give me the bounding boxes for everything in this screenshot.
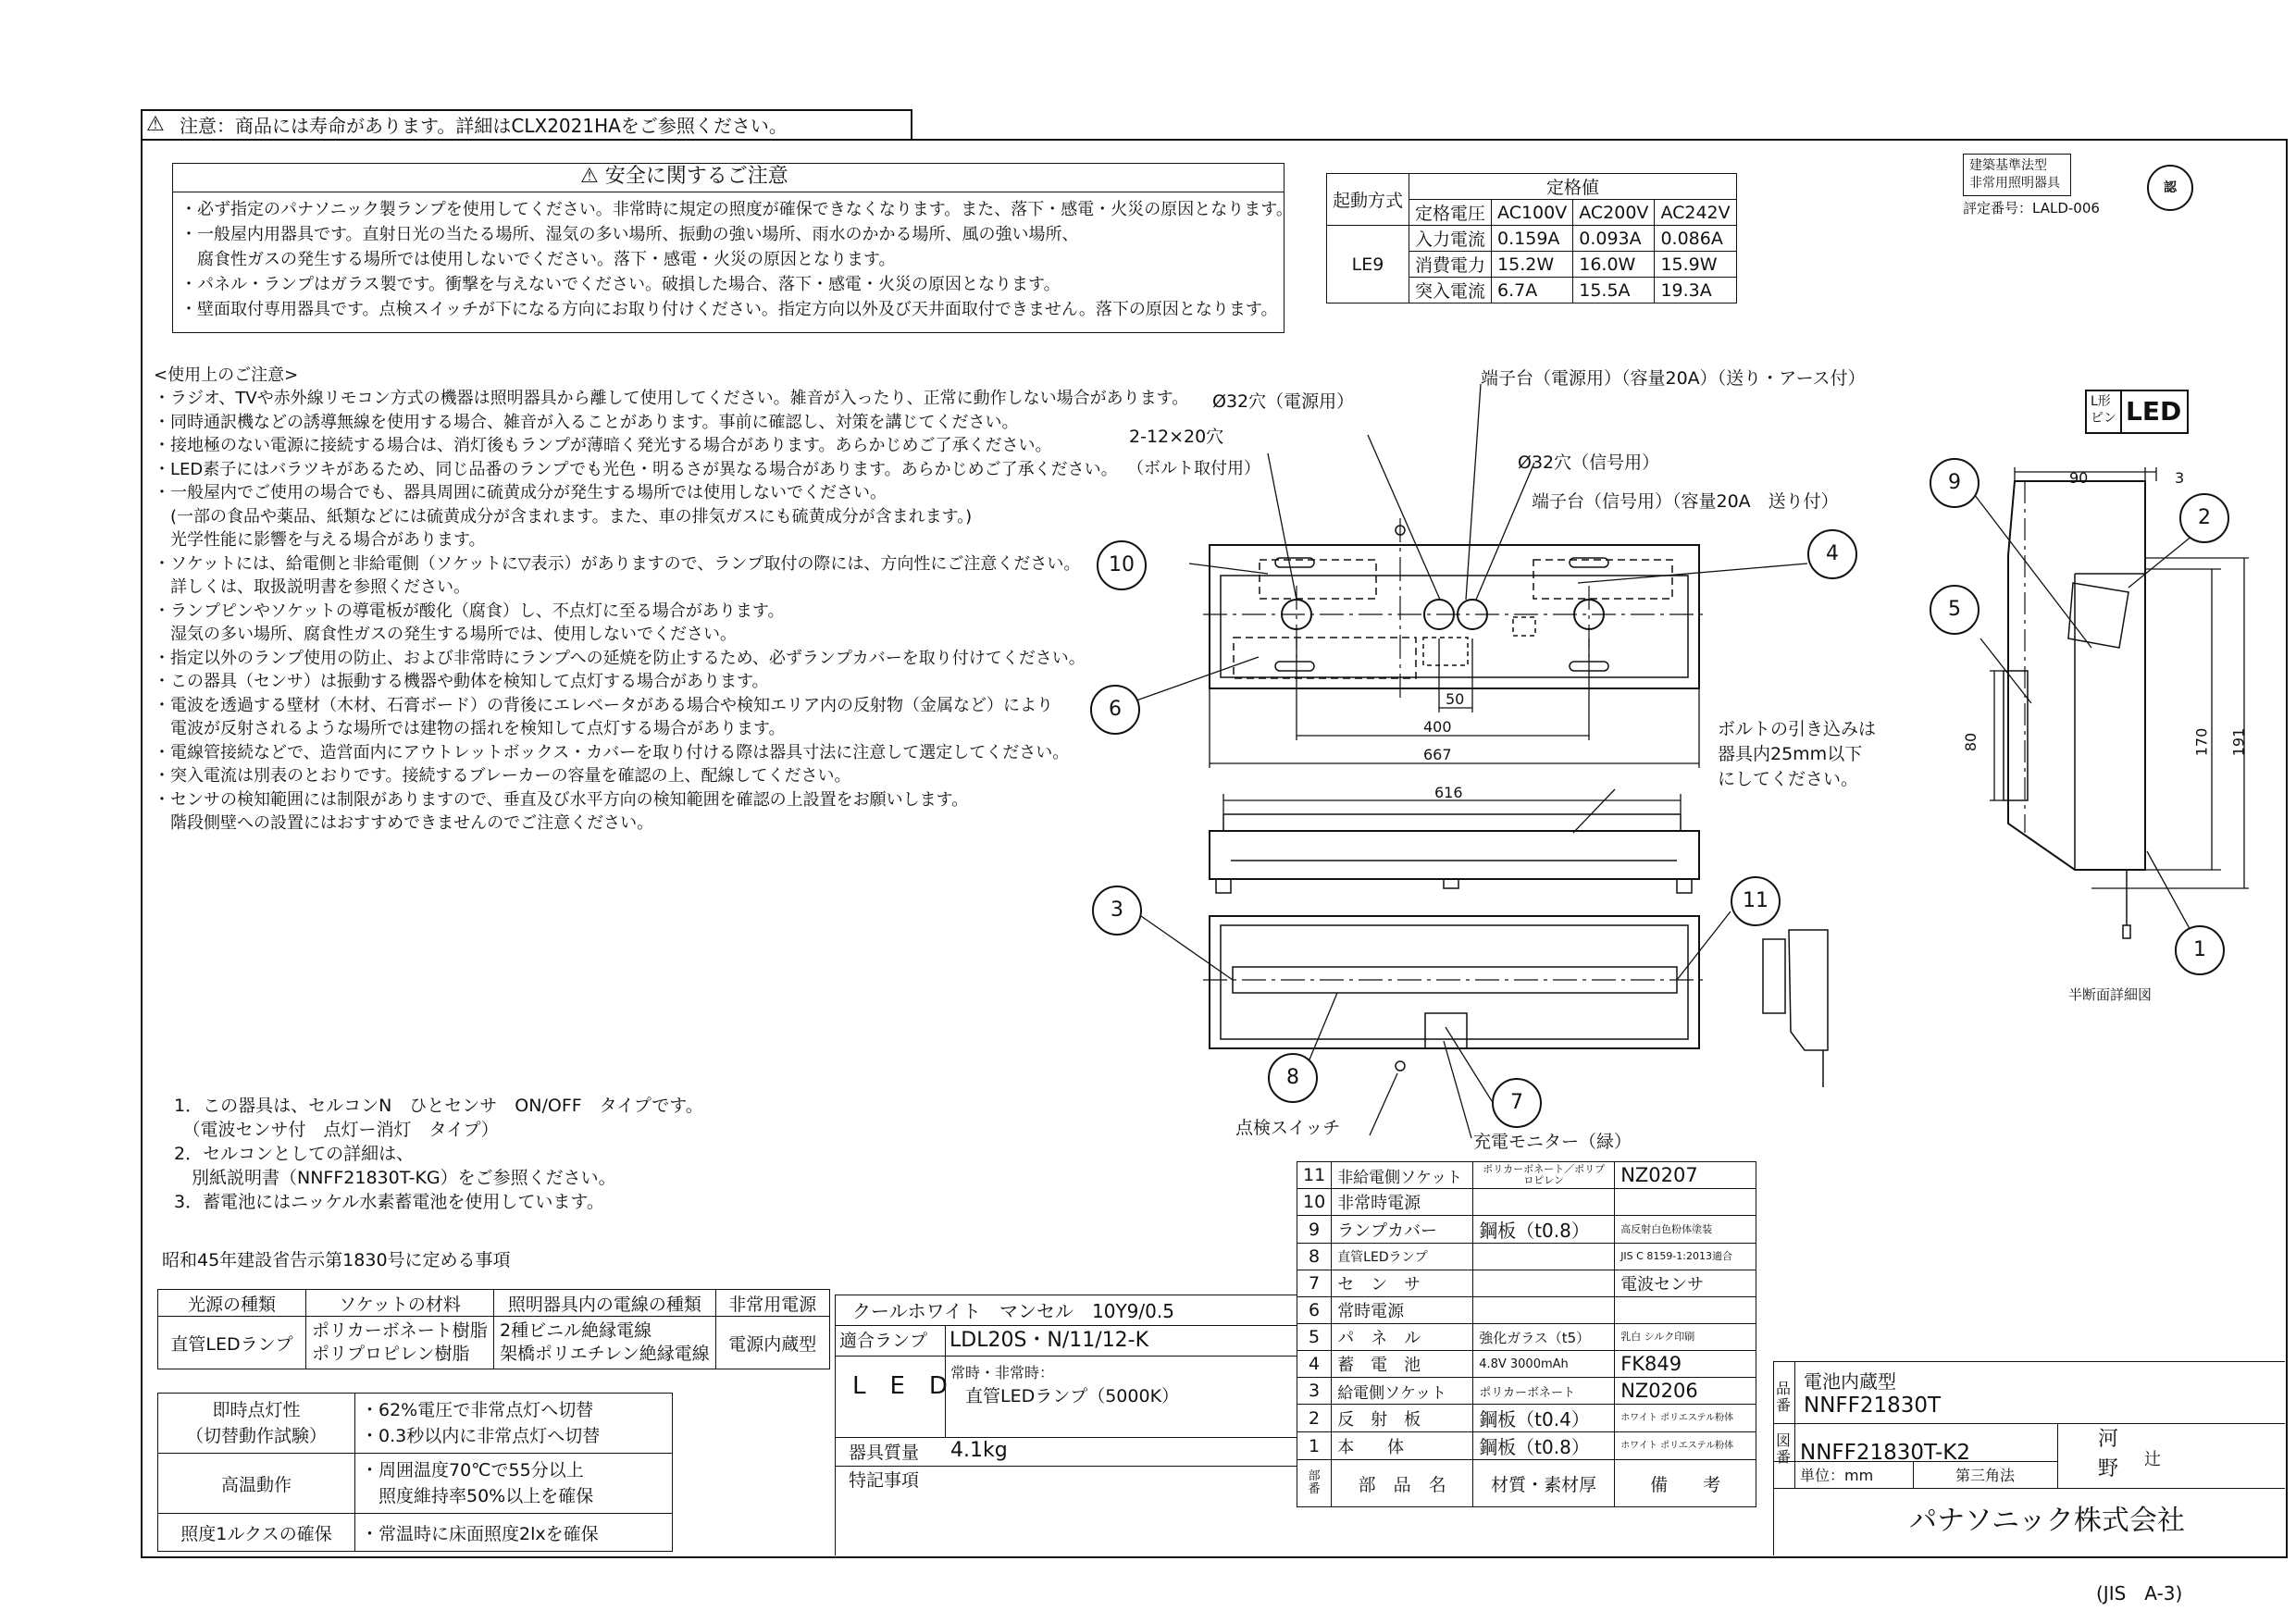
- spec-table: [157, 1289, 830, 1369]
- dim-90: 90: [2069, 469, 2089, 487]
- hole-power-label: Ø32穴（電源用）: [1212, 391, 1355, 412]
- usage-item: ・一般屋内でご使用の場合でも、器具周囲に硫黄成分が発生する場所では使用しないでください。: [154, 483, 887, 502]
- part-name: ランプカバー: [1332, 1216, 1473, 1244]
- warning-icon: ⚠: [146, 113, 165, 136]
- usage-item: ・この器具（センサ）は振動する機器や動体を検知して点灯する場合があります。: [154, 672, 769, 691]
- balloon-3: 3: [1092, 886, 1142, 935]
- part-note: 高反射白色粉体塗装: [1615, 1216, 1756, 1244]
- rating-table: [1326, 173, 1737, 304]
- top-warning-box: [141, 109, 912, 141]
- test-label: 高温動作: [158, 1454, 355, 1514]
- start-method-label: 起動方式: [1327, 174, 1409, 226]
- usage-item: ・LED素子にはバラツキがあるため、同じ品番のランプでも光色・明るさが異なる場合があります。あらかじめご了承ください。: [154, 459, 1118, 479]
- usage-item: 湿気の多い場所、腐食性ガスの発生する場所では、使用しないでください。: [154, 625, 737, 644]
- parts-header-row: [1297, 1460, 1756, 1507]
- terminal-signal-label: 端子台（信号用）（容量20A 送り付）: [1532, 491, 1839, 512]
- drawing-number: NNFF21830T-K2: [1800, 1441, 1970, 1465]
- part-name: パ ネ ル: [1332, 1324, 1473, 1351]
- usage-item: ・ランプピンやソケットの導電板が酸化（腐食）し、不点灯に至る場合があります。: [154, 601, 785, 621]
- product-type: 電池内蔵型: [1804, 1370, 1896, 1393]
- bolt-note-3: にしてください。: [1718, 769, 1859, 789]
- parts-row: [1297, 1270, 1756, 1297]
- part-note: [1615, 1297, 1756, 1324]
- rating-row-label: 定格電圧: [1409, 200, 1492, 226]
- safety-title-text: 安全に関するご注意: [604, 165, 788, 188]
- hinban-label: 品番: [1776, 1380, 1792, 1414]
- dim-400: 400: [1423, 718, 1452, 736]
- half-section-label: 半断面詳細図: [2068, 986, 2153, 1003]
- part-note: [1615, 1189, 1756, 1216]
- rating-row-label: 入力電流: [1409, 226, 1492, 252]
- rating-cell: 19.3A: [1655, 278, 1736, 304]
- spec-header: 光源の種類: [158, 1290, 306, 1317]
- dim-170: 170: [2192, 727, 2211, 757]
- cert-line2: 非常用照明器具: [1969, 176, 2060, 191]
- safety-item: ・パネル・ランプはガラス製です。衝撃を与えないでください。破損した場合、落下・感電・火災の原因となります。: [180, 275, 1061, 294]
- spec-header: ソケットの材料: [306, 1290, 494, 1317]
- title-block: [1773, 1361, 2285, 1555]
- test-value: ・常温時に床面照度2lxを確保: [355, 1514, 673, 1552]
- usage-item: ・電波を透過する壁材（木材、石膏ボード）の背後にエレベータがある場合や検知エリア内の反射物（金属など）により: [154, 695, 1053, 715]
- part-name: 蓄 電 池: [1332, 1351, 1473, 1378]
- note-item: 3．蓄電池にはニッケル水素蓄電池を使用しています。: [174, 1192, 604, 1212]
- part-no: 1: [1297, 1432, 1332, 1460]
- usage-item: 電波が反射されるような場所では建物の揺れを検知して点灯する場合があります。: [154, 719, 786, 738]
- wire-type-2: 架橋ポリエチレン絶縁電線: [500, 1344, 710, 1364]
- parts-row: [1297, 1324, 1756, 1351]
- socket-material-2: ポリプロピレン樹脂: [312, 1344, 470, 1364]
- parts-row: [1297, 1244, 1756, 1270]
- rating-cell: AC200V: [1573, 200, 1655, 226]
- part-material: [1473, 1297, 1615, 1324]
- dim-80: 80: [1962, 732, 1980, 752]
- test-value-1: ・周囲温度70℃で55分以上: [361, 1460, 584, 1481]
- part-material: [1473, 1270, 1615, 1297]
- part-material: 鋼板（t0.8）: [1473, 1216, 1615, 1244]
- usage-item: ・突入電流は別表のとおりです。接続するブレーカーの容量を確認の上、配線してください。: [154, 766, 851, 786]
- lamp-label: 適合ランプ: [839, 1331, 928, 1351]
- balloon-5: 5: [1930, 585, 1980, 635]
- part-note: JIS C 8159-1:2013適合: [1615, 1244, 1756, 1270]
- rating-group-label: 定格値: [1409, 174, 1737, 200]
- usage-item: ・電線管接続などで、造営面内にアウトレットボックス・カバーを取り付ける際は器具寸法に注意して選定してください。: [154, 742, 1070, 762]
- part-no: 10: [1297, 1189, 1332, 1216]
- cert-line1: 建築基準法型: [1969, 158, 2047, 173]
- wire-type-cell: [494, 1317, 716, 1369]
- part-name: 反 射 板: [1332, 1405, 1473, 1432]
- part-note: NZ0207: [1615, 1162, 1756, 1189]
- usage-item: 光学性能に影響を与える場合があります。: [154, 530, 486, 550]
- socket-material-1: ポリカーボネート樹脂: [312, 1320, 488, 1341]
- dim-50: 50: [1446, 690, 1465, 708]
- part-name: 直管LEDランプ: [1332, 1244, 1473, 1270]
- part-no: 4: [1297, 1351, 1332, 1378]
- part-name: 非常時電源: [1332, 1189, 1473, 1216]
- part-material: [1473, 1244, 1615, 1270]
- part-material: 鋼板（t0.8）: [1473, 1432, 1615, 1460]
- note-item: 別紙説明書（NNFF21830T-KG）をご参照ください。: [174, 1168, 616, 1188]
- light-source-cell: 直管LEDランプ: [158, 1317, 306, 1369]
- balloon-11: 11: [1731, 876, 1781, 926]
- test-value-2: ・0.3秒以内に非常点灯へ切替: [361, 1426, 601, 1446]
- test-value: [355, 1454, 673, 1514]
- rating-cell: 0.086A: [1655, 226, 1736, 252]
- part-no: 5: [1297, 1324, 1332, 1351]
- part-no: 11: [1297, 1162, 1332, 1189]
- led-desc-1: 常時・非常時：: [950, 1364, 1055, 1381]
- slot-label: 2-12×20穴: [1129, 427, 1224, 447]
- sign-3: 辻: [2144, 1450, 2161, 1469]
- sign-1: 河: [2098, 1428, 2119, 1451]
- hole-signal-label: Ø32穴（信号用）: [1518, 452, 1660, 473]
- part-note: NZ0206: [1615, 1378, 1756, 1405]
- rating-cell: 15.9W: [1655, 252, 1736, 278]
- rating-cell: AC100V: [1492, 200, 1573, 226]
- part-material: [1473, 1189, 1615, 1216]
- led-badge-prefix2: ピン: [2091, 411, 2116, 426]
- rating-cell: 0.093A: [1573, 226, 1655, 252]
- cert-seal-icon: 認: [2147, 165, 2193, 211]
- special-label: 特記事項: [849, 1470, 920, 1491]
- rating-cell: 15.5A: [1573, 278, 1655, 304]
- safety-item: ・一般屋内用器具です。直射日光の当たる場所、湿気の多い場所、振動の強い場所、雨水のかかる場所、風の強い場所、: [180, 225, 1079, 244]
- part-note: 乳白 シルク印刷: [1615, 1324, 1756, 1351]
- part-no: 8: [1297, 1244, 1332, 1270]
- spec-header: 照明器具内の電線の種類: [494, 1290, 716, 1317]
- parts-row: [1297, 1351, 1756, 1378]
- parts-row: [1297, 1405, 1756, 1432]
- color-spec: クールホワイト マンセル 10Y9/0.5: [852, 1300, 1174, 1322]
- dim-3: 3: [2175, 469, 2185, 487]
- led-label: L E D: [852, 1372, 948, 1400]
- wire-type-1: 2種ビニル絶縁電線: [500, 1320, 652, 1341]
- usage-list: [154, 387, 1188, 836]
- part-material: ポリカーボネート: [1473, 1378, 1615, 1405]
- balloon-7: 7: [1492, 1078, 1542, 1128]
- part-name: 非給電側ソケット: [1332, 1162, 1473, 1189]
- part-note: FK849: [1615, 1351, 1756, 1378]
- part-name: セ ン サ: [1332, 1270, 1473, 1297]
- test-table: [157, 1393, 673, 1552]
- charge-monitor-label: 充電モニター（緑）: [1473, 1132, 1632, 1152]
- cert-number: 評定番号：LALD-006: [1963, 200, 2100, 217]
- test-value-1: ・62%電圧で非常点灯へ切替: [361, 1400, 594, 1420]
- parts-row: [1297, 1432, 1756, 1460]
- zuban-label: 図番: [1776, 1431, 1792, 1466]
- led-badge-text: LED: [2126, 396, 2182, 427]
- part-no: 6: [1297, 1297, 1332, 1324]
- balloon-8: 8: [1268, 1053, 1318, 1103]
- test-value: [355, 1394, 673, 1454]
- test-label: [158, 1394, 355, 1454]
- usage-item: 詳しくは、取扱説明書を参照ください。: [154, 577, 470, 597]
- parts-header-name: 部 品 名: [1332, 1460, 1473, 1507]
- part-no: 3: [1297, 1378, 1332, 1405]
- check-switch-label: 点検スイッチ: [1235, 1118, 1341, 1138]
- part-material: 4.8V 3000mAh: [1473, 1351, 1615, 1378]
- spec-header: 非常用電源: [715, 1290, 829, 1317]
- parts-header-no: 部番: [1297, 1460, 1332, 1507]
- balloon-2: 2: [2179, 493, 2229, 543]
- usage-item: (一部の食品や薬品、紙類などには硫黄成分が含まれます。また、車の排気ガスにも硫黄成分が含まれます。): [154, 506, 973, 527]
- top-warning-text: 注意：商品には寿命があります。詳細はCLX2021HAをご参照ください。: [180, 115, 788, 137]
- safety-item: ・必ず指定のパナソニック製ランプを使用してください。非常時に規定の照度が確保できなくなります。また、落下・感電・火災の原因となります。: [180, 200, 1293, 219]
- parts-header-material: 材質・素材厚: [1473, 1460, 1615, 1507]
- parts-row: [1297, 1297, 1756, 1324]
- balloon-10: 10: [1097, 540, 1147, 590]
- rating-cell: 6.7A: [1492, 278, 1573, 304]
- note-item: 1．この器具は、セルコンN ひとセンサ ON/OFF タイプです。: [174, 1096, 703, 1116]
- part-no: 9: [1297, 1216, 1332, 1244]
- parts-table: [1297, 1161, 1756, 1507]
- part-no: 7: [1297, 1270, 1332, 1297]
- part-material: ポリカーボネート／ポリプロピレン: [1473, 1162, 1615, 1189]
- unit-label: 単位：mm: [1800, 1467, 1874, 1484]
- regulation-text: 昭和45年建設省告示第1830号に定める事項: [162, 1250, 511, 1270]
- usage-item: ・ラジオ、TVや赤外線リモコン方式の機器は照明器具から離して使用してください。雑音が入ったり、正常に動作しない場合があります。: [154, 389, 1189, 408]
- mass-value: 4.1kg: [950, 1439, 1008, 1462]
- part-no: 2: [1297, 1405, 1332, 1432]
- part-note: 電波センサ: [1615, 1270, 1756, 1297]
- jis-size: (JIS A-3): [2096, 1582, 2183, 1604]
- product-number: NNFF21830T: [1804, 1394, 1942, 1418]
- emergency-power-cell: 電源内蔵型: [715, 1317, 829, 1369]
- rating-cell: 15.2W: [1492, 252, 1573, 278]
- note-item: 2．セルコンとしての詳細は、: [174, 1144, 415, 1164]
- usage-item: ・接地極のない電源に接続する場合は、消灯後もランプが薄暗く発光する場合があります。あらかじめご了承ください。: [154, 436, 1052, 455]
- usage-item: 階段側壁への設置にはおすすめできませんのでご注意ください。: [154, 813, 654, 833]
- company-name: パナソニック株式会社: [1909, 1505, 2185, 1537]
- led-badge-prefix1: L形: [2091, 394, 2111, 409]
- test-label-1: 即時点灯性: [212, 1400, 301, 1420]
- parts-header-note: 備 考: [1615, 1460, 1756, 1507]
- slot-note-label: （ボルト取付用）: [1127, 459, 1260, 478]
- notes-list: [174, 1094, 703, 1214]
- dim-667: 667: [1423, 746, 1452, 763]
- bolt-note-1: ボルトの引き込みは: [1718, 719, 1877, 739]
- parts-row: [1297, 1189, 1756, 1216]
- usage-item: ・同時通訳機などの誘導無線を使用する場合、雑音が入ることがあります。事前に確認し、対策を講じてください。: [154, 412, 1019, 432]
- usage-item: ・センサの検知範囲には制限がありますので、垂直及び水平方向の検知範囲を確認の上設置をお願いします。: [154, 789, 969, 810]
- balloon-9: 9: [1930, 458, 1980, 508]
- note-item: （電波センサ付 点灯ー消灯 タイプ）: [174, 1120, 499, 1140]
- led-desc-2: 直管LEDランプ（5000K）: [965, 1386, 1180, 1406]
- rating-cell: 0.159A: [1492, 226, 1573, 252]
- parts-row: [1297, 1378, 1756, 1405]
- dim-191: 191: [2229, 727, 2248, 757]
- usage-item: ・ソケットには、給電側と非給電側（ソケットに▽表示）がありますので、ランプ取付の際には、方向性にご注意ください。: [154, 553, 1081, 574]
- parts-row: [1297, 1162, 1756, 1189]
- led-badge: [2085, 390, 2189, 434]
- part-material: 鋼板（t0.4）: [1473, 1405, 1615, 1432]
- rating-row-label: 突入電流: [1409, 278, 1492, 304]
- part-name: 本 体: [1332, 1432, 1473, 1460]
- warning-icon: ⚠: [580, 165, 605, 188]
- usage-title: <使用上のご注意>: [154, 365, 299, 385]
- lamp-value: LDL20S・N/11/12-K: [949, 1329, 1149, 1352]
- cert-box: [1963, 154, 2071, 196]
- bolt-note-2: 器具内25mm以下: [1718, 744, 1863, 764]
- part-material: 強化ガラス（t5）: [1473, 1324, 1615, 1351]
- safety-title: [580, 166, 788, 188]
- balloon-1: 1: [2175, 925, 2225, 975]
- safety-item: ・壁面取付専用器具です。点検スイッチが下になる方向にお取り付けください。指定方向以外及び天井面取付できません。落下の原因となります。: [180, 300, 1278, 319]
- safety-box: [172, 163, 1293, 333]
- safety-list: [180, 197, 1293, 322]
- part-note: ホワイト ポリエステル粉体: [1615, 1405, 1756, 1432]
- test-label: 照度1ルクスの確保: [158, 1514, 355, 1552]
- part-note: ホワイト ポリエステル粉体: [1615, 1432, 1756, 1460]
- parts-row: [1297, 1216, 1756, 1244]
- test-label-2: （切替動作試験）: [185, 1426, 327, 1446]
- part-name: 常時電源: [1332, 1297, 1473, 1324]
- balloon-4: 4: [1807, 529, 1857, 579]
- start-method-value: LE9: [1327, 226, 1409, 304]
- socket-material-cell: [306, 1317, 494, 1369]
- part-name: 給電側ソケット: [1332, 1378, 1473, 1405]
- terminal-power-label: 端子台（電源用）（容量20A）（送り・アース付）: [1481, 368, 1866, 389]
- projection-label: 第三角法: [1955, 1467, 2016, 1484]
- dim-616: 616: [1434, 784, 1463, 801]
- safety-item: 腐食性ガスの発生する場所では使用しないでください。落下・感電・火災の原因となります。: [180, 250, 896, 269]
- sign-2: 野: [2098, 1457, 2119, 1481]
- rating-row-label: 消費電力: [1409, 252, 1492, 278]
- rating-cell: 16.0W: [1573, 252, 1655, 278]
- usage-item: ・指定以外のランプ使用の防止、および非常時にランプへの延焼を防止するため、必ずランプカバーを取り付けてください。: [154, 648, 1086, 668]
- mass-label: 器具質量: [849, 1443, 920, 1463]
- test-value-2: 照度維持率50%以上を確保: [361, 1486, 594, 1506]
- balloon-6: 6: [1090, 685, 1140, 735]
- rating-cell: AC242V: [1655, 200, 1736, 226]
- product-box: [835, 1295, 1297, 1555]
